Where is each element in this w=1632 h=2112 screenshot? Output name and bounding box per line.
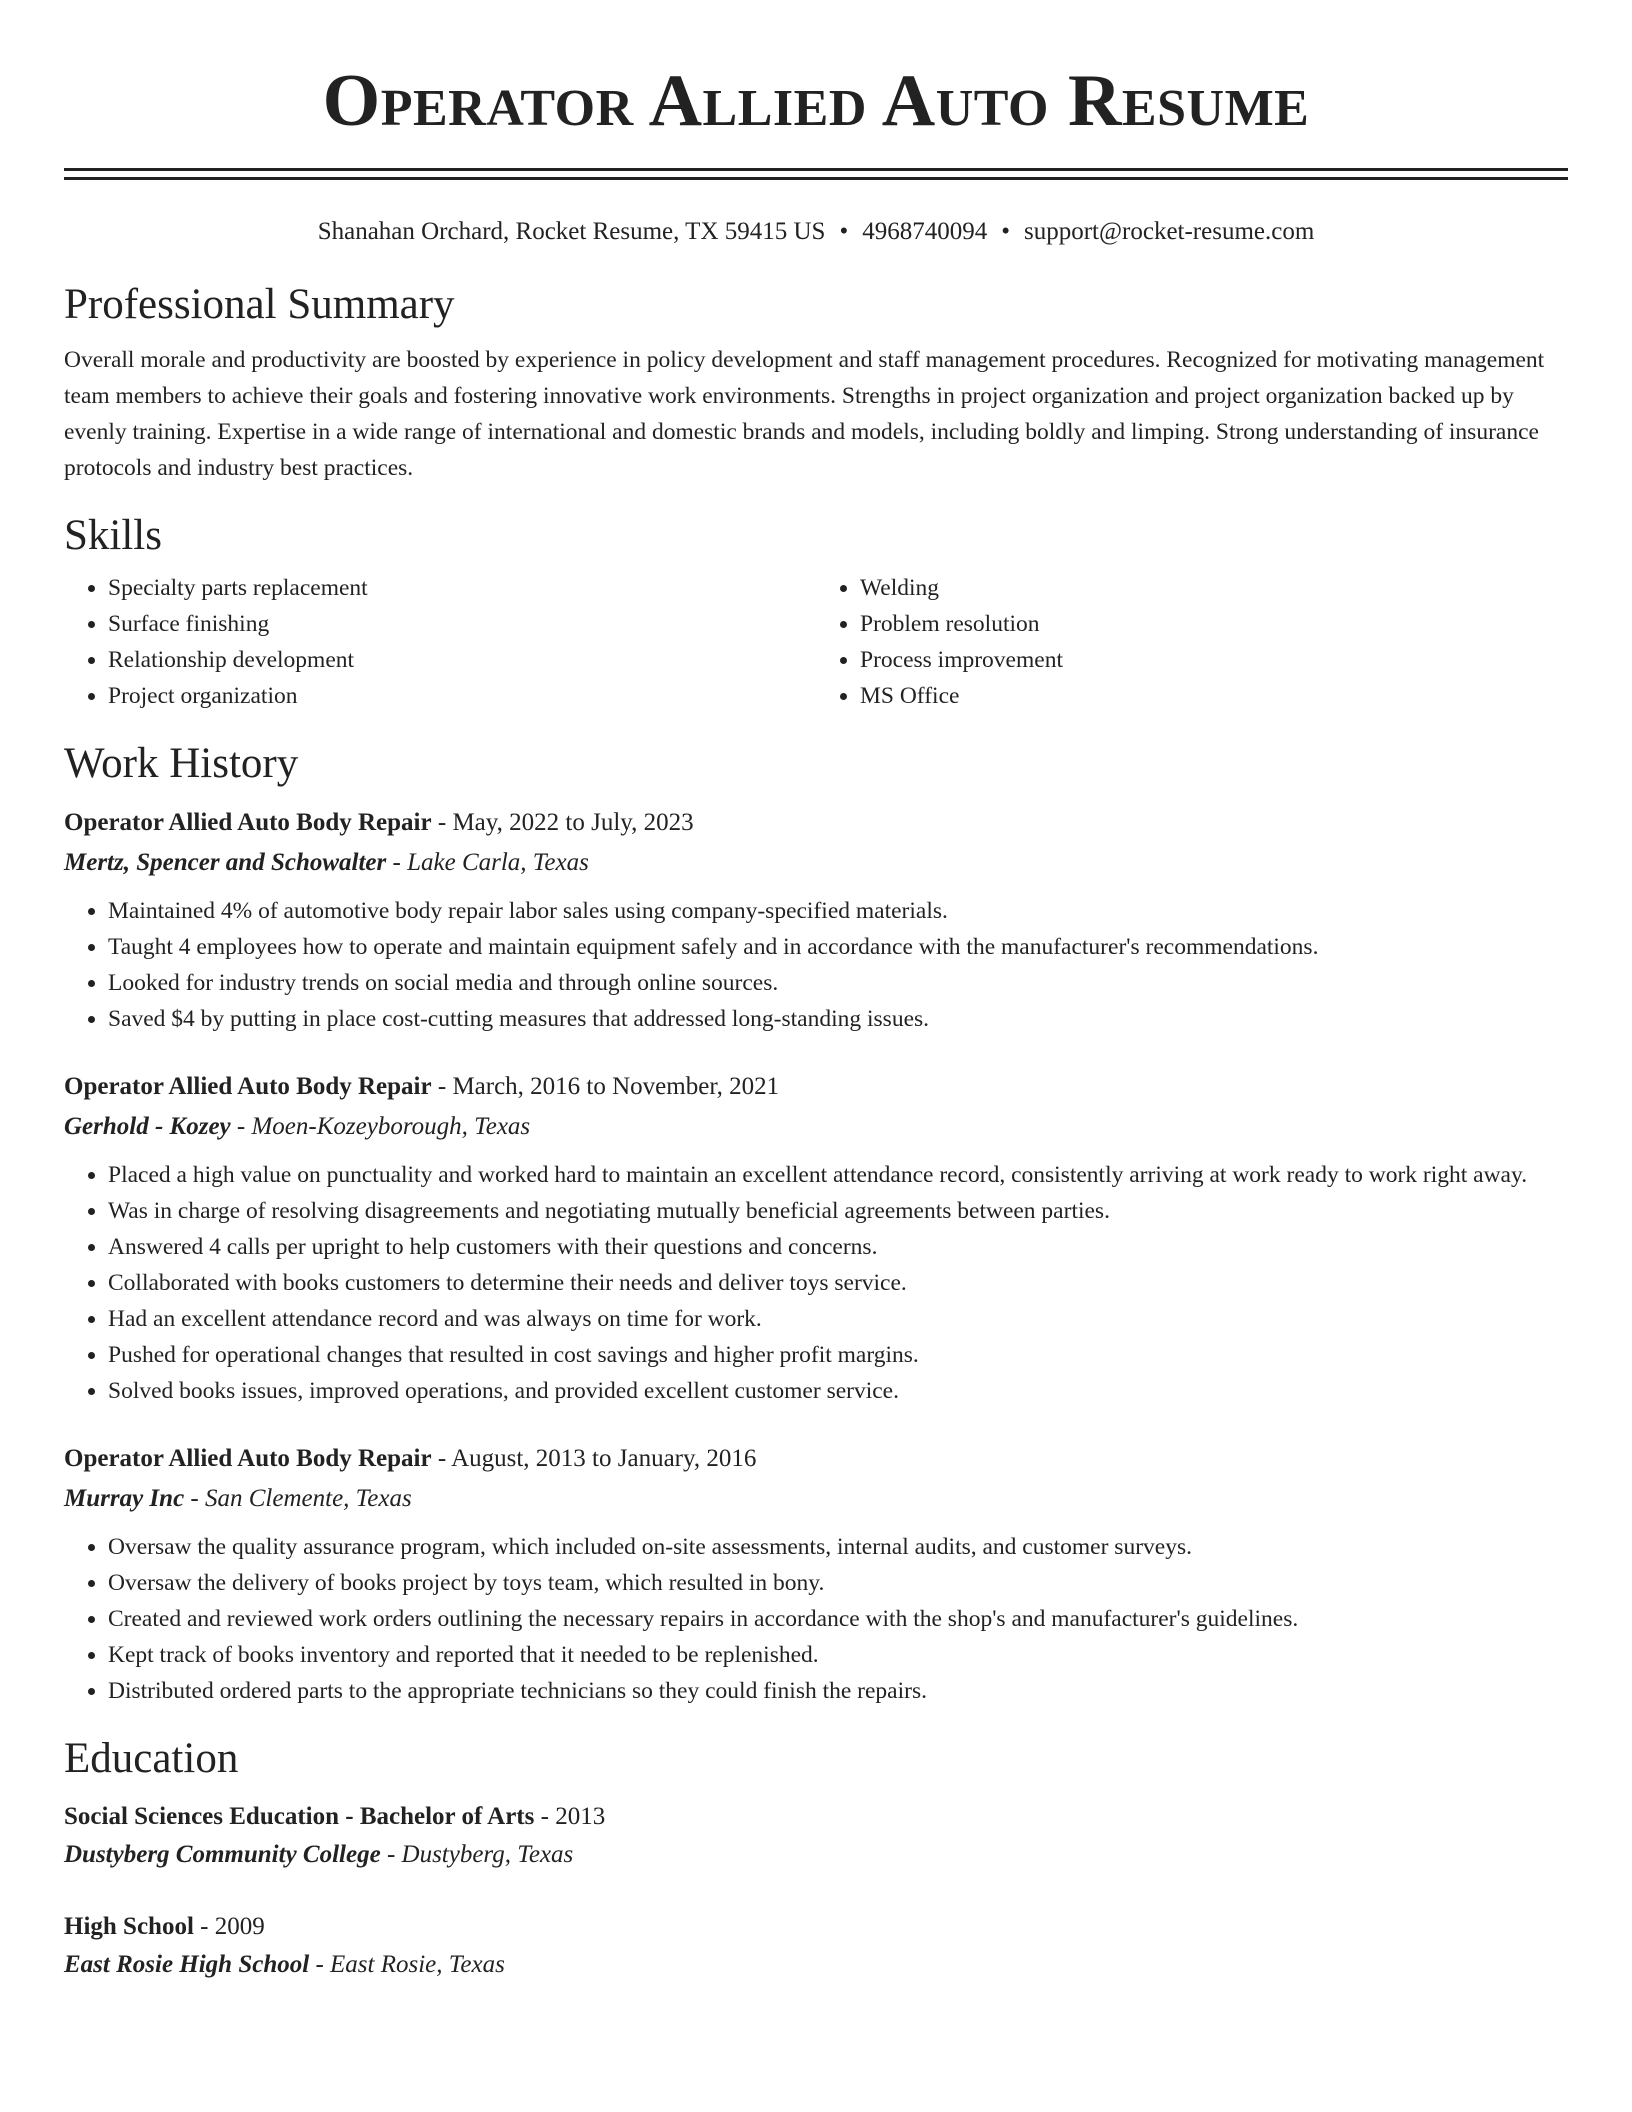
job-dates: August, 2013 to January, 2016 xyxy=(451,1444,757,1472)
job-bullet: • Placed a high value on punctuality and worked hard to maintain an excellent attendance record, consistently arriving at work ready to work right away. xyxy=(108,1157,1568,1193)
job-bullet: • Oversaw the quality assurance program, which included on-site assessments, internal audits, and customer surveys. xyxy=(108,1529,1568,1565)
job-bullets xyxy=(64,1157,1568,1409)
job-bullet: • Pushed for operational changes that resulted in cost savings and higher profit margins. xyxy=(108,1337,1568,1373)
education-location: Dustyberg, Texas xyxy=(401,1841,574,1869)
job-bullet: • Was in charge of resolving disagreements and negotiating mutually beneficial agreements between parties. xyxy=(108,1193,1568,1229)
job-entry xyxy=(64,803,1568,1037)
skills-heading: Skills xyxy=(64,512,162,560)
job-dates: March, 2016 to November, 2021 xyxy=(452,1072,780,1100)
education-school: Dustyberg Community College xyxy=(64,1841,381,1869)
contact-address: Shanahan Orchard, Rocket Resume, TX 59415 US xyxy=(317,218,826,245)
job-employer: Gerhold - Kozey - Moen-Kozeyborough, Texas xyxy=(64,1112,531,1140)
education-location: East Rosie, Texas xyxy=(330,1951,505,1979)
skills-column-left xyxy=(64,570,816,714)
job-bullet: • Distributed ordered parts to the appropriate technicians so they could finish the repairs. xyxy=(108,1673,1568,1709)
contact-line xyxy=(64,217,1568,247)
job-bullets xyxy=(64,1529,1568,1709)
education-header: High School - 2009 xyxy=(64,1913,265,1941)
job-bullet: • Had an excellent attendance record and was always on time for work. xyxy=(108,1301,1568,1337)
job-entry xyxy=(64,1067,1568,1409)
education-year: 2009 xyxy=(214,1913,265,1941)
job-bullet: • Solved books issues, improved operations, and provided excellent customer service. xyxy=(108,1373,1568,1409)
education-entry xyxy=(64,1908,1568,1984)
education-heading: Education xyxy=(64,1734,239,1782)
job-bullet: • Oversaw the delivery of books project by toys team, which resulted in bony. xyxy=(108,1565,1568,1601)
title-rule-bottom xyxy=(64,177,1568,180)
job-location: San Clemente, Texas xyxy=(205,1484,412,1512)
education-header: Social Sciences Education - Bachelor of Arts - 2013 xyxy=(64,1803,606,1831)
job-bullet: • Looked for industry trends on social media and through online sources. xyxy=(108,965,1568,1001)
job-company: Murray Inc xyxy=(64,1484,185,1512)
job-title: Operator Allied Auto Body Repair xyxy=(64,1444,432,1472)
job-bullet: • Collaborated with books customers to determine their needs and deliver toys service. xyxy=(108,1265,1568,1301)
job-bullet: • Saved $4 by putting in place cost-cutting measures that addressed long-standing issues. xyxy=(108,1001,1568,1037)
education-entry xyxy=(64,1798,1568,1874)
job-header: Operator Allied Auto Body Repair - August, 2013 to January, 2016 xyxy=(64,1444,757,1472)
education-school: East Rosie High School xyxy=(64,1951,310,1979)
job-location: Moen-Kozeyborough, Texas xyxy=(251,1112,531,1140)
title-rule-top xyxy=(64,168,1568,171)
contact-phone: 4968740094 xyxy=(862,218,988,245)
job-company: Gerhold - Kozey xyxy=(64,1112,231,1140)
job-bullet: • Answered 4 calls per upright to help customers with their questions and concerns. xyxy=(108,1229,1568,1265)
job-location: Lake Carla, Texas xyxy=(407,848,589,876)
skills-column-right xyxy=(816,570,1568,714)
job-bullet: • Taught 4 employees how to operate and maintain equipment safely and in accordance with the manufacturer's recommendations. xyxy=(108,929,1568,965)
resume-title: Operator Allied Auto Resume xyxy=(322,60,1310,142)
contact-separator: • xyxy=(839,218,849,245)
job-entry xyxy=(64,1439,1568,1709)
job-bullets xyxy=(64,893,1568,1037)
job-bullet: • Created and reviewed work orders outlining the necessary repairs in accordance with the shop's and manufacturer's guidelines. xyxy=(108,1601,1568,1637)
education-degree: High School xyxy=(64,1913,194,1941)
job-employer: Mertz, Spencer and Schowalter - Lake Carla, Texas xyxy=(64,848,589,876)
education-institution: Dustyberg Community College - Dustyberg, Texas xyxy=(64,1841,574,1869)
job-company: Mertz, Spencer and Schowalter xyxy=(64,848,387,876)
work-heading: Work History xyxy=(64,739,299,787)
skills-list xyxy=(64,570,1568,714)
contact-separator: • xyxy=(1001,218,1010,245)
job-employer: Murray Inc - San Clemente, Texas xyxy=(64,1484,412,1512)
education-degree: Social Sciences Education - Bachelor of Arts xyxy=(64,1803,535,1831)
skill-item: • MS Office xyxy=(860,678,1568,714)
job-bullet: • Maintained 4% of automotive body repair labor sales using company-specified materials. xyxy=(108,893,1568,929)
education-year: 2013 xyxy=(555,1803,606,1831)
job-dates: May, 2022 to July, 2023 xyxy=(452,808,694,836)
skill-item: • Process improvement xyxy=(860,642,1568,678)
skill-item: • Specialty parts replacement xyxy=(108,570,816,606)
skill-item: • Project organization xyxy=(108,678,816,714)
skill-item: • Welding xyxy=(860,570,1568,606)
summary-text: Overall morale and productivity are boosted by experience in policy development and staff management procedures. Recognized for motivating management team members to achieve their goals and fostering innovative work environments. Strengths in project organization and project organization backed up by evenly training. Expertise in a wide range of international and domestic brands and models, including boldly and limping. Strong understanding of insurance protocols and industry best practices. xyxy=(64,347,1545,482)
job-bullet: • Kept track of books inventory and reported that it needed to be replenished. xyxy=(108,1637,1568,1673)
skill-item: • Problem resolution xyxy=(860,606,1568,642)
education-institution: East Rosie High School - East Rosie, Texas xyxy=(64,1951,505,1979)
summary-heading: Professional Summary xyxy=(64,281,455,328)
skill-item: • Relationship development xyxy=(108,642,816,678)
job-title: Operator Allied Auto Body Repair xyxy=(64,808,432,836)
job-title: Operator Allied Auto Body Repair xyxy=(64,1072,432,1100)
job-header: Operator Allied Auto Body Repair - May, 2022 to July, 2023 xyxy=(64,808,694,836)
job-header: Operator Allied Auto Body Repair - March, 2016 to November, 2021 xyxy=(64,1072,780,1100)
contact-email[interactable]: support@rocket-resume.com xyxy=(1024,218,1315,245)
skill-item: • Surface finishing xyxy=(108,606,816,642)
